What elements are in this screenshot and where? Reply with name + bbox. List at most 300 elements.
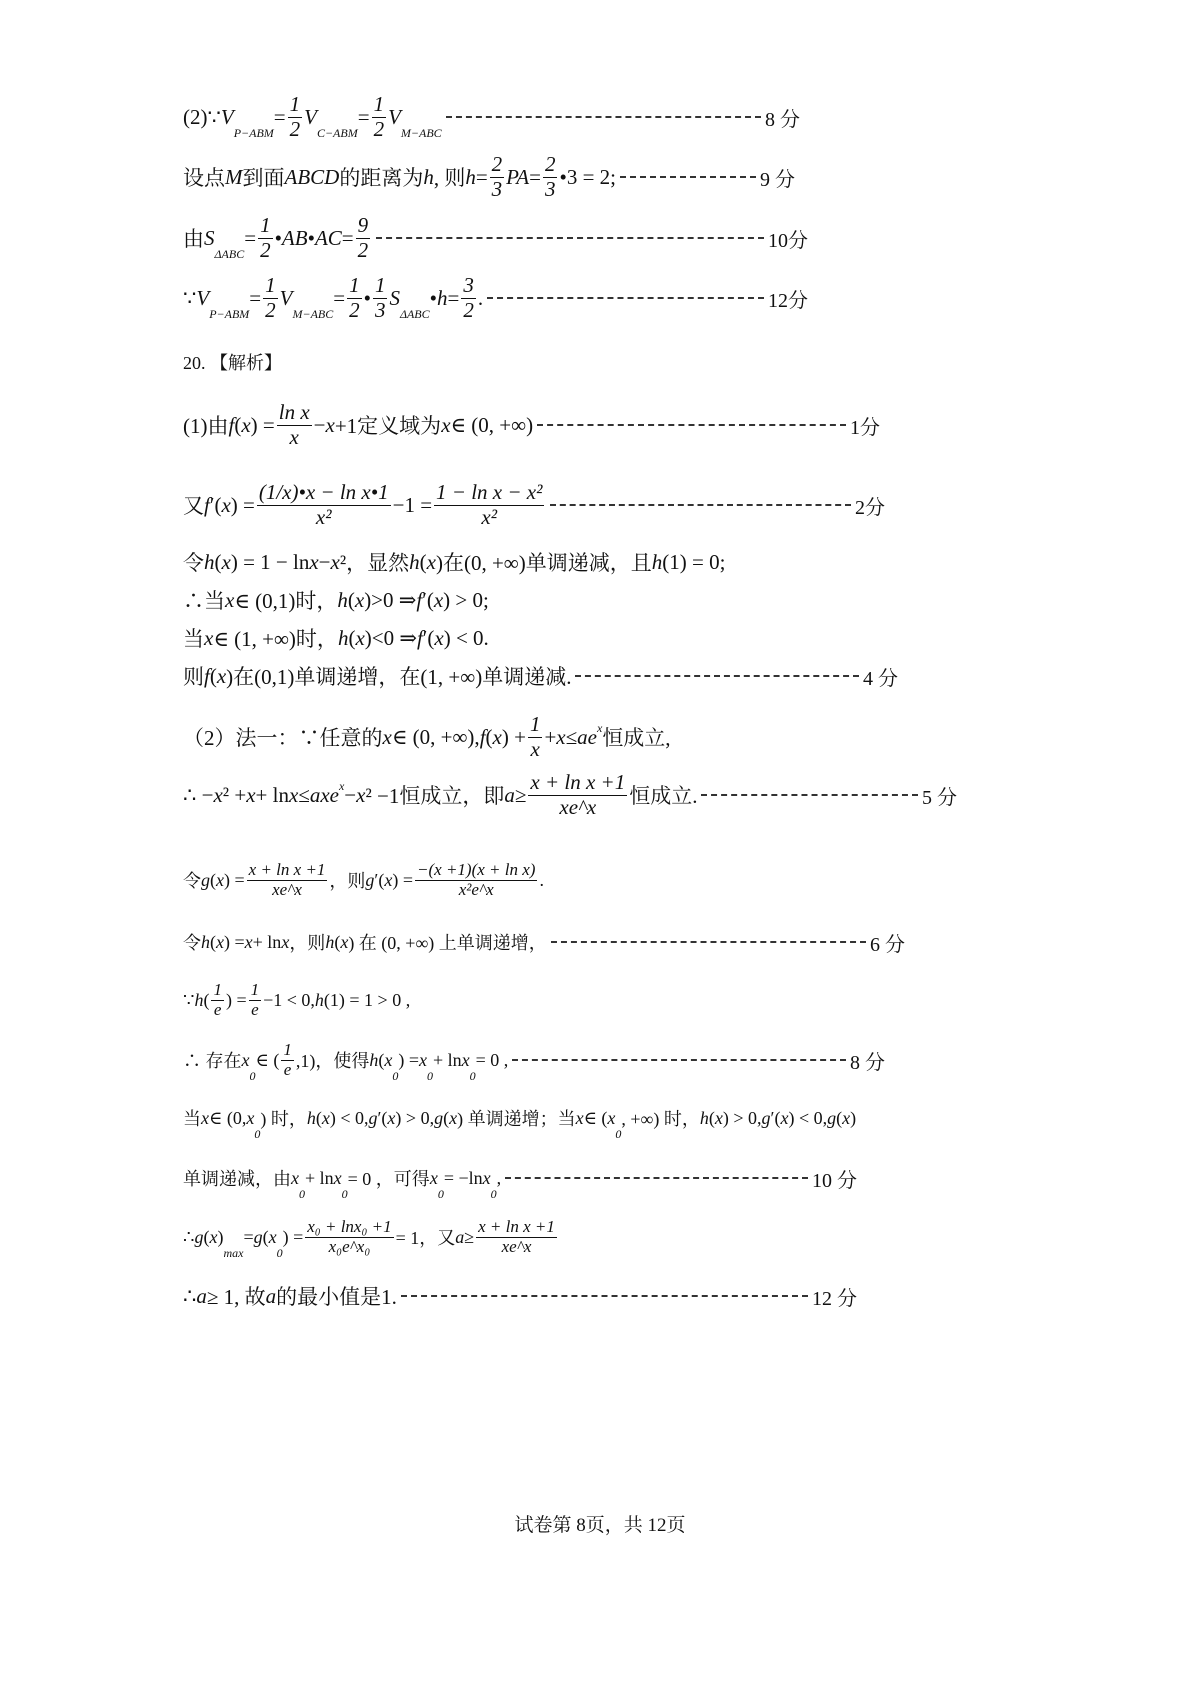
math-variable: g [201, 869, 210, 890]
fraction-denominator: 2 [373, 116, 385, 141]
score-leader-dashes [575, 675, 859, 677]
text: •3 = 2; [559, 164, 616, 189]
fraction-numerator: 1 [289, 92, 301, 117]
fraction-denominator: xe^x [559, 794, 597, 819]
fraction-numerator: 1 [283, 1039, 292, 1059]
text: ) 时， [260, 1109, 307, 1129]
math-variable: x [309, 549, 319, 574]
fraction [373, 274, 388, 321]
math-variable: x [356, 782, 366, 807]
text: （2）法一：∵任意的 [183, 726, 383, 750]
math-variable: x [216, 931, 224, 952]
text: 恒成立. [629, 784, 698, 808]
math-variable: x [340, 931, 349, 952]
math-variable: x [607, 1107, 616, 1128]
text: ∈ (0, +∞), [391, 724, 480, 749]
text: ′( [374, 869, 385, 890]
subscript: 0 [341, 1187, 348, 1201]
text: ∈ ( [255, 1049, 280, 1070]
fraction-numerator: x + ln x +1 [248, 859, 326, 879]
fraction-denominator: e [251, 999, 259, 1019]
math-variable: x [221, 549, 231, 574]
fraction-denominator: x² [315, 504, 332, 529]
text: ( [315, 1107, 322, 1128]
fraction [528, 771, 627, 818]
text: ( [378, 1049, 385, 1070]
text: ( [234, 412, 242, 437]
score-points: 5 分 [922, 786, 957, 809]
text: ′( [770, 1107, 781, 1128]
text: • [429, 285, 438, 310]
text: ≥ 1, 故 [206, 1285, 266, 1309]
fraction [347, 274, 362, 321]
math-variable: a [455, 1226, 465, 1247]
math-variable: x [330, 549, 340, 574]
math-variable: x [842, 1107, 851, 1128]
math-variable: x [556, 724, 566, 749]
score-leader-dashes [446, 116, 761, 118]
math-variable: g [368, 1107, 378, 1128]
math-variable: x [333, 1167, 342, 1188]
fraction [415, 861, 537, 899]
text: ) = [392, 869, 414, 890]
solution-line-19 [183, 1148, 857, 1208]
text: 恒成立, [602, 726, 671, 750]
subscript: 0 [469, 1069, 476, 1083]
text: 则 [183, 665, 204, 689]
math-variable: x [482, 1167, 491, 1188]
subscript: 0 [392, 1069, 399, 1083]
math-variable: a [504, 782, 515, 807]
text: (2)∵ [183, 104, 221, 129]
subscript: 0 [426, 1069, 433, 1083]
text: ≥ [514, 782, 527, 807]
math-variable: x [441, 412, 451, 437]
fraction-denominator: x [530, 736, 540, 761]
text: (1) = 0; [662, 549, 726, 574]
fraction-numerator: 2 [491, 152, 503, 177]
math-variable: g [434, 1107, 444, 1128]
text: 单调递减，由 [183, 1169, 291, 1189]
score-points: 10 分 [812, 1169, 857, 1192]
text: 20. 【解析】 [183, 353, 282, 373]
math-variable: x [209, 1226, 218, 1247]
fraction-denominator: 3 [491, 176, 503, 201]
score-leader-dashes [551, 941, 866, 943]
fraction [257, 481, 391, 528]
text: + [544, 724, 557, 749]
fraction-numerator: 9 [357, 213, 369, 238]
score-points: 4 分 [863, 667, 898, 690]
math-variable: x [387, 1107, 396, 1128]
text: 由 [183, 227, 204, 251]
text: 设点 [183, 166, 225, 190]
math-variable: x [241, 1049, 250, 1070]
math-variable: x [354, 587, 365, 612]
math-variable: x [246, 782, 256, 807]
fraction-numerator: 1 [250, 979, 260, 999]
math-variable: h [337, 625, 349, 650]
text: 令 [183, 933, 201, 953]
fraction-numerator: ln x [278, 400, 310, 425]
text: ′( [422, 587, 434, 612]
math-variable: PA [506, 164, 530, 189]
text: = [529, 164, 541, 189]
text: = [447, 285, 460, 310]
text: ( [203, 1226, 210, 1247]
text: ) + [501, 724, 526, 749]
subscript: M−ABC [400, 126, 442, 140]
text: ′( [377, 1107, 388, 1128]
fraction-numerator: 1 [260, 213, 271, 238]
math-variable: x [575, 1107, 584, 1128]
math-variable: ABCD [284, 164, 340, 189]
math-variable: g [253, 1226, 263, 1247]
fraction-numerator: 1 [529, 712, 541, 737]
math-variable: a [265, 1283, 277, 1308]
text: ∴ 存在 [183, 1051, 242, 1071]
text: ( [485, 724, 493, 749]
text: = [244, 225, 257, 250]
fraction-denominator: 2 [357, 237, 369, 262]
math-variable: x [433, 587, 444, 612]
text: + ln [252, 931, 282, 952]
text: ) 在 (0, +∞) 上单调递增， [348, 933, 547, 953]
text: −1 = [392, 492, 433, 517]
math-variable: x [384, 869, 393, 890]
text: ∈ (0, +∞) [450, 412, 534, 437]
math-variable: x [244, 931, 253, 952]
score-leader-dashes [487, 297, 764, 299]
text: 当 [183, 1109, 201, 1129]
solution-line-3 [183, 208, 808, 268]
solution-line-2 [183, 147, 795, 207]
text: ∈ (1, +∞)时， [213, 627, 338, 651]
text: 令 [183, 551, 204, 575]
text: 的距离为 [339, 166, 424, 190]
text: ( [836, 1107, 843, 1128]
question-20-heading [183, 332, 282, 392]
math-variable: g [194, 1226, 204, 1247]
fraction-numerator: (1/x)•x − ln x•1 [258, 480, 389, 505]
text: )在(0,1)单调递增，在(1, +∞)单调递减. [226, 665, 572, 689]
fraction [277, 401, 312, 448]
fraction-numerator: 1 [373, 92, 385, 117]
math-variable: x [216, 869, 224, 890]
subscript: 0 [254, 1127, 261, 1141]
text: ，则 [289, 933, 326, 953]
score-leader-dashes [505, 1177, 808, 1179]
text: ∈ (0, [209, 1107, 247, 1128]
text: ( [419, 549, 427, 574]
score-points: 12分 [768, 289, 808, 312]
text: ( [203, 989, 210, 1010]
fraction-numerator: 3 [463, 273, 474, 298]
math-variable: h [423, 164, 434, 189]
text: ) < 0, [788, 1107, 828, 1128]
text: ) 单调递增；当 [457, 1109, 576, 1129]
math-variable: S [389, 285, 400, 310]
fraction [528, 713, 543, 760]
text: ( [348, 625, 356, 650]
math-variable: x [461, 1049, 470, 1070]
math-variable: V [279, 285, 293, 310]
fraction [263, 274, 278, 321]
math-variable: x [384, 1049, 393, 1070]
math-variable: f [228, 412, 235, 437]
math-variable: V [304, 104, 317, 129]
solution-line-16 [183, 970, 410, 1030]
math-variable: x [225, 587, 235, 612]
math-variable: ae [577, 724, 597, 749]
text: ) [217, 1226, 224, 1247]
fraction-numerator: 1 [265, 273, 276, 298]
math-variable: V [220, 104, 234, 129]
solution-line-14 [183, 850, 544, 910]
text: ) = [224, 931, 245, 952]
text: − [318, 549, 331, 574]
math-variable: h [204, 549, 215, 574]
solution-line-12 [183, 707, 671, 767]
math-variable: x [449, 1107, 458, 1128]
text: ( [262, 1226, 269, 1247]
math-variable: x [216, 663, 227, 688]
math-variable: AB [281, 225, 308, 250]
math-variable: h [201, 931, 210, 952]
fraction-numerator: x + ln x +1 [530, 770, 626, 795]
solution-line-17 [183, 1030, 885, 1090]
text: 当 [183, 627, 204, 651]
text: ²，显然 [339, 551, 410, 575]
text: ) = [224, 869, 245, 890]
math-variable: h [337, 587, 348, 612]
text: = −ln [443, 1167, 483, 1188]
text: ( [443, 1107, 450, 1128]
math-variable: x [418, 1049, 427, 1070]
fraction-denominator: e [213, 999, 222, 1019]
math-variable: h [194, 989, 204, 1010]
math-variable: f [204, 663, 210, 688]
text: = [357, 104, 370, 129]
score-points: 8 分 [765, 108, 800, 131]
text: )<0 ⇒ [364, 625, 417, 650]
text: , 则 [433, 166, 466, 190]
score-points: 10分 [768, 229, 808, 252]
text: + ln [305, 1167, 334, 1188]
text: ∈ ( [583, 1107, 608, 1128]
math-variable: h [325, 931, 335, 952]
score-leader-dashes [620, 176, 756, 178]
text: • [307, 225, 315, 250]
fraction-denominator: 2 [349, 297, 360, 322]
score-leader-dashes [701, 794, 918, 796]
solution-line-20 [183, 1207, 559, 1267]
text: − [344, 782, 357, 807]
text: ) = [225, 989, 247, 1010]
subscript: max [223, 1246, 244, 1260]
fraction-numerator: 1 [213, 979, 222, 999]
score-leader-dashes [537, 424, 846, 426]
text: • [274, 225, 282, 250]
text: = 0 , [475, 1049, 509, 1070]
text: ,1)，使得 [295, 1051, 370, 1071]
score-leader-dashes [512, 1059, 846, 1061]
math-variable: h [651, 549, 663, 574]
text: )在(0, +∞)单调递减，且 [435, 551, 652, 575]
text: ) = [282, 1226, 304, 1247]
math-variable: x [213, 782, 223, 807]
fraction [249, 981, 262, 1019]
text: )>0 ⇒ [364, 587, 417, 612]
text: − [313, 412, 326, 437]
fraction [288, 93, 303, 140]
text: ) = [250, 412, 275, 437]
text: ( [210, 931, 216, 952]
fraction-denominator: xe^x [272, 879, 302, 899]
math-variable: V [388, 104, 401, 129]
subscript: P−ABM [233, 126, 274, 140]
text: (1)由 [183, 414, 229, 438]
text: ( [708, 1107, 715, 1128]
fraction-denominator: x² [481, 504, 498, 529]
text: ) > 0, [395, 1107, 435, 1128]
solution-line-21 [183, 1266, 857, 1326]
text: = [273, 104, 286, 129]
fraction-denominator: 2 [289, 116, 301, 141]
math-variable: x [291, 1167, 299, 1188]
fraction-denominator: x [289, 424, 299, 449]
math-variable: x [204, 625, 214, 650]
math-variable: x [268, 1226, 277, 1247]
fraction [461, 274, 476, 321]
fraction-denominator: xe^x [501, 1236, 532, 1256]
fraction-denominator: 2 [260, 237, 271, 262]
solution-line-4 [183, 268, 808, 328]
text: ) = 1 − ln [230, 549, 310, 574]
page-footer: 试卷第 8页，共 12页 [514, 1515, 686, 1536]
solution-line-11 [183, 646, 898, 706]
subscript: 0 [490, 1187, 497, 1201]
math-variable: h [409, 549, 420, 574]
math-variable: h [369, 1049, 379, 1070]
score-points: 6 分 [870, 933, 905, 956]
fraction [490, 153, 505, 200]
text: ( [334, 931, 341, 952]
fraction [543, 153, 558, 200]
fraction [356, 214, 371, 261]
text: 到面 [242, 166, 285, 190]
fraction-denominator: x₀e^x₀ [328, 1236, 371, 1256]
text: = [243, 1226, 254, 1247]
subscript: 0 [276, 1246, 283, 1260]
text: ( [347, 587, 355, 612]
text: +1定义域为 [334, 414, 442, 438]
text: ² + [222, 782, 247, 807]
text: ≥ [464, 1226, 475, 1247]
fraction-numerator: x₀ + lnx₀ +1 [307, 1216, 392, 1236]
math-variable: x [221, 492, 231, 517]
math-variable: V [196, 285, 210, 310]
text: ∵ [183, 989, 195, 1010]
score-leader-dashes [550, 504, 851, 506]
fraction [434, 481, 544, 528]
solution-line-15 [183, 912, 905, 972]
score-points: 8 分 [850, 1051, 885, 1074]
math-variable: h [437, 285, 448, 310]
text: ∴ [183, 1226, 195, 1247]
subscript: 0 [249, 1069, 256, 1083]
math-variable: g [365, 869, 375, 890]
text: ∴ − [183, 782, 214, 807]
math-variable: axe [309, 782, 339, 807]
fraction-denominator: 3 [374, 297, 386, 322]
superscript: x [338, 779, 345, 793]
text: ≤ [565, 724, 578, 749]
math-variable: f [416, 587, 423, 612]
fraction-numerator: 1 [349, 273, 360, 298]
math-variable: AC [314, 225, 342, 250]
solution-line-13 [183, 765, 957, 825]
text: 又 [183, 494, 204, 518]
text: −1 < 0, [263, 989, 315, 1010]
math-variable: x [426, 549, 436, 574]
math-variable: f [204, 492, 210, 517]
math-variable: h [306, 1107, 316, 1128]
subscript: C−ABM [316, 126, 358, 140]
math-variable: x [492, 724, 502, 749]
score-leader-dashes [401, 1295, 808, 1297]
superscript: x [596, 721, 603, 735]
math-variable: S [204, 225, 215, 250]
math-variable: g [761, 1107, 771, 1128]
subscript: ΔABC [399, 307, 430, 321]
text: 令 [183, 871, 201, 891]
math-variable: x [241, 412, 251, 437]
fraction-denominator: e [283, 1059, 292, 1079]
math-variable: h [699, 1107, 709, 1128]
text: ∴ [183, 1283, 197, 1308]
text: ′( [422, 625, 435, 650]
text: + ln [432, 1049, 462, 1070]
solution-line-1 [183, 87, 800, 147]
text: ) < 0, [329, 1107, 369, 1128]
text: • [363, 285, 371, 310]
math-variable: x [321, 1107, 330, 1128]
text: ( [210, 869, 216, 890]
math-variable: x [246, 1107, 255, 1128]
fraction [211, 981, 224, 1019]
math-variable: g [827, 1107, 837, 1128]
score-leader-dashes [376, 237, 764, 239]
fraction [247, 861, 328, 899]
text: . [539, 869, 544, 890]
fraction [476, 1218, 557, 1256]
text: ) [850, 1107, 857, 1128]
score-points: 2分 [855, 496, 885, 519]
math-variable: x [429, 1167, 438, 1188]
math-variable: x [434, 625, 444, 650]
score-points: 12 分 [812, 1287, 857, 1310]
solution-line-18 [183, 1088, 856, 1148]
math-variable: x [382, 724, 392, 749]
subscript: 0 [299, 1187, 305, 1201]
text: ) > 0; [443, 587, 489, 612]
text: = [341, 225, 354, 250]
math-variable: x [325, 412, 335, 437]
math-variable: h [465, 164, 476, 189]
text: ，则 [329, 871, 366, 891]
text: + ln [255, 782, 289, 807]
